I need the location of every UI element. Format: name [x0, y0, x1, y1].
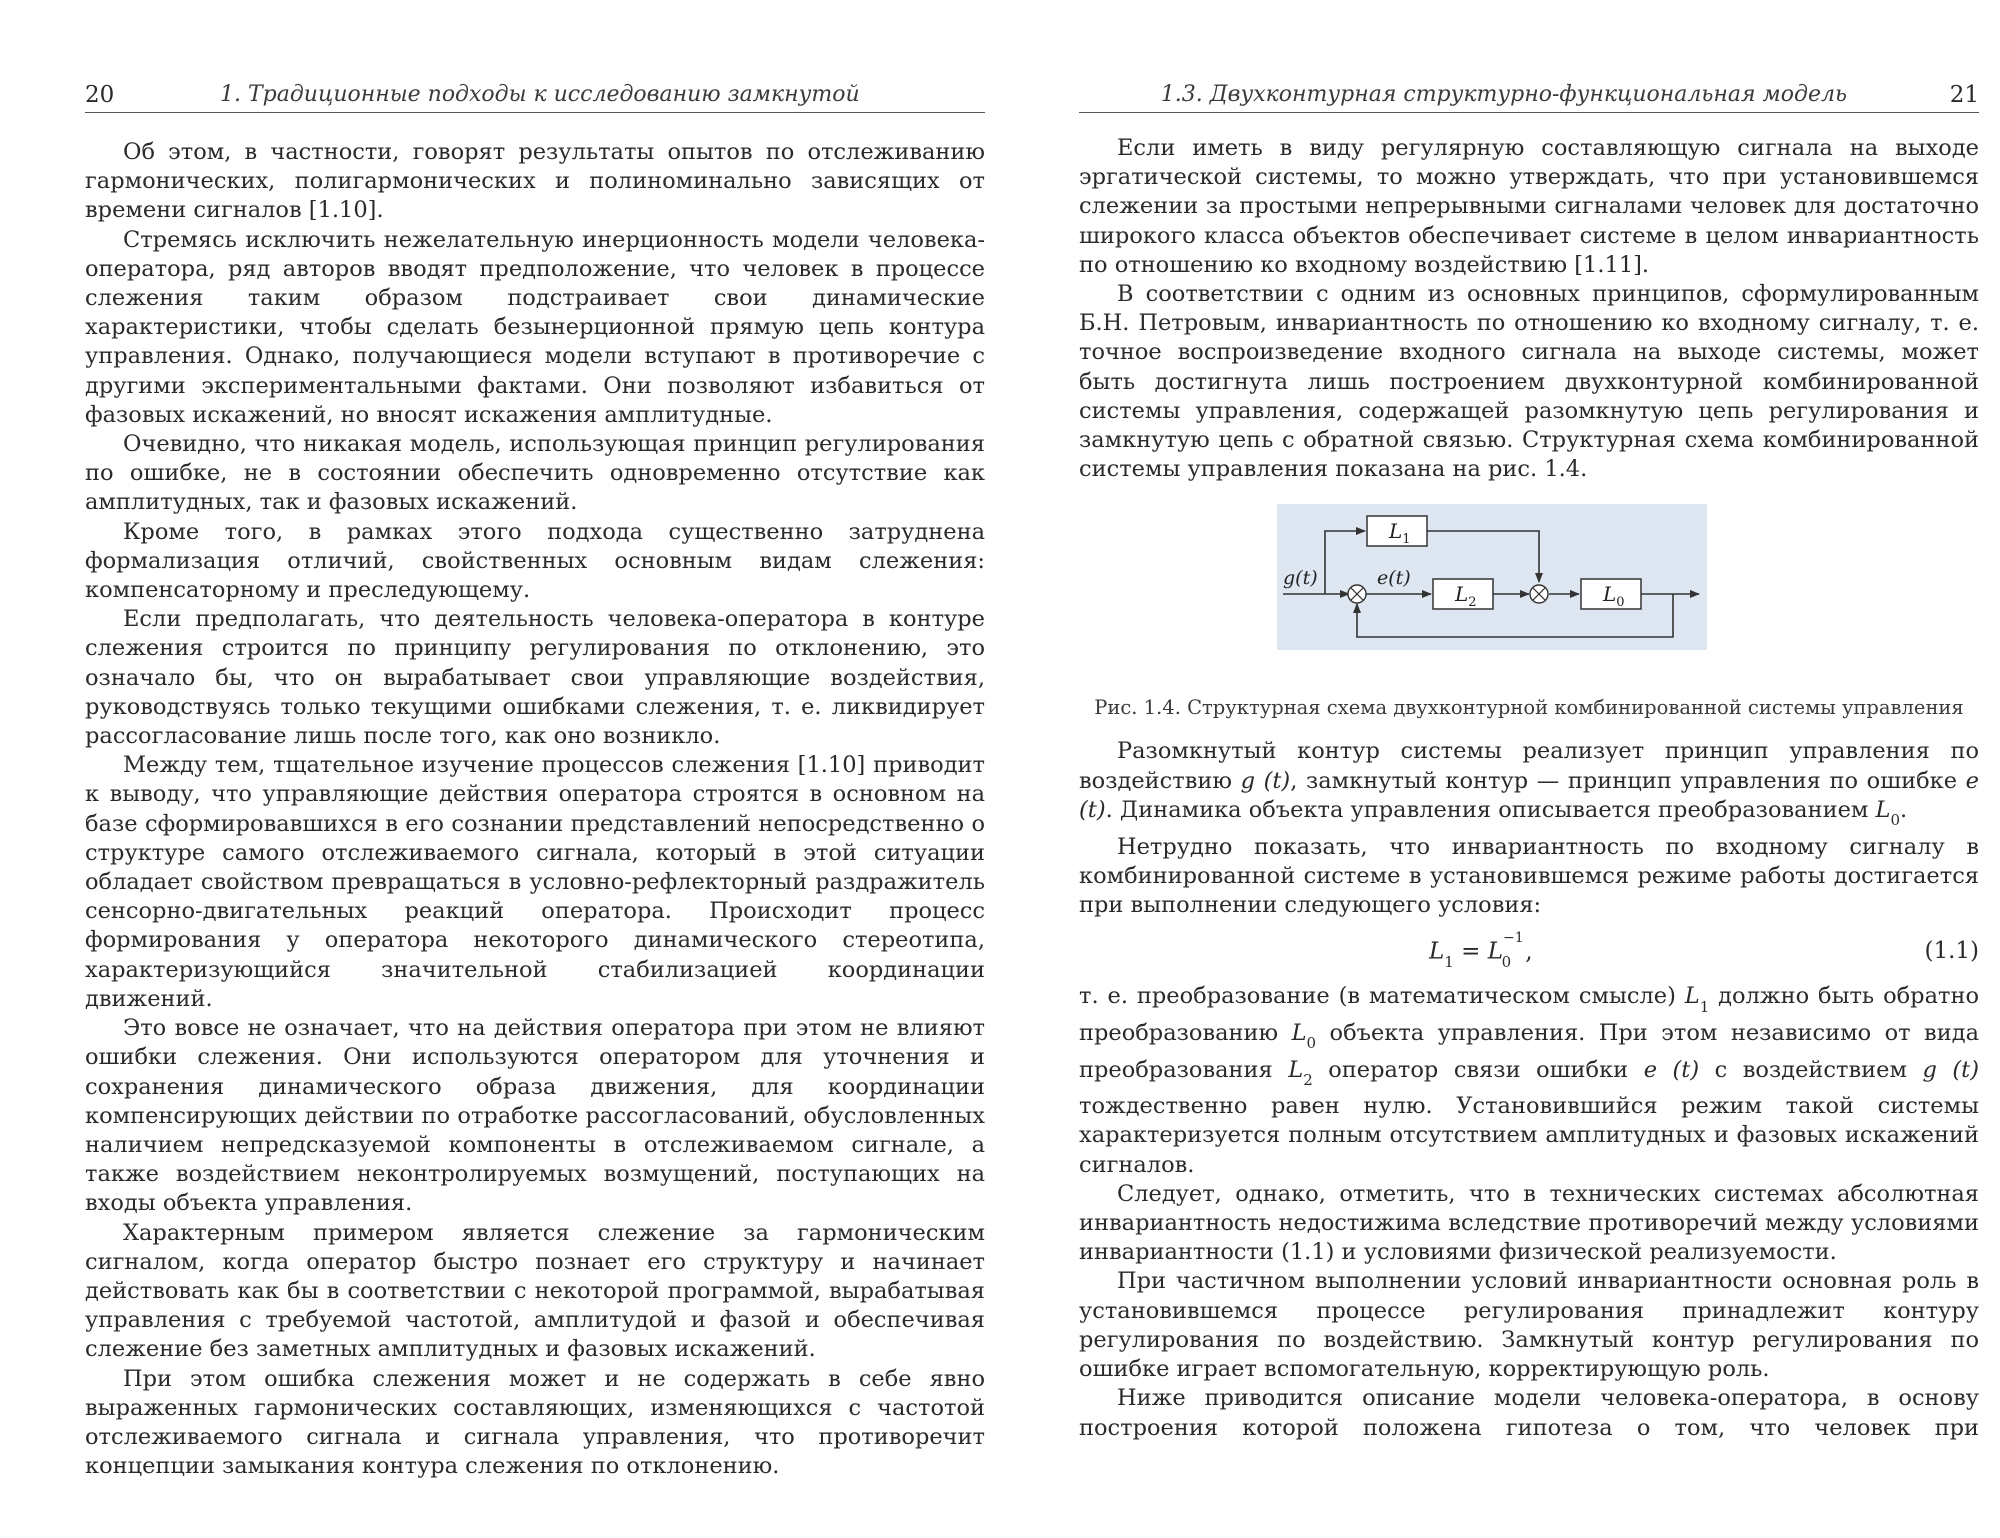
paragraph: При частичном выполнении условий инвариантности основная роль в установившемся процессе регулирования принадлежит контуру регулирования по воздействию. Замкнутый контур регулирования по ошибке играет вспомогательную, корректирующую роль.	[1079, 1268, 1979, 1383]
block-diagram	[1277, 504, 1707, 650]
running-head-right	[1079, 78, 1979, 113]
equation-number: (1.1)	[1924, 938, 1979, 965]
running-title-left: 1. Традиционные подходы к исследованию замкнутой	[220, 82, 860, 107]
paragraph: В соответствии с одним из основных принципов, сформулированным Б.Н. Петровым, инвариантность по отношению ко входному сигналу, т. е. точное воспроизведение входного сигнала на выходе системы, может быть достигнута лишь построением двухконтурной комбинированной системы управления, содержащей разомкнутую цепь регулирования и замкнутую цепь с обратной связью. Структурная схема комбинированной системы управления показана на рис. 1.4.	[1079, 281, 1979, 483]
paragraph: Это вовсе не означает, что на действия оператора при этом не влияют ошибки слежения. Они используются оператором для уточнения и сохранения динамического образа движения, для координации компенсирующих действии по отработке рассогласований, обусловленных наличием непредсказуемой компоненты в отслеживаемом сигнале, а также воздействием неконтролируемых возмущений, поступающих на входы объекта управления.	[85, 1015, 985, 1217]
block-L0-label: $L_0$	[1603, 582, 1625, 611]
paragraph: Характерным примером является слежение за гармоническим сигналом, когда оператор быстро познает его структуру и начинает действовать как бы в соответствии с некоторой программой, вырабатывая управления с требуемой частотой, амплитудой и фазой и обеспечивая слежение без заметных амплитудных и фазовых искажений.	[85, 1219, 985, 1363]
paragraph: Нетрудно показать, что инвариантность по входному сигналу в комбинированной системе в установившемся режиме работы достигается при выполнении следующего условия:	[1079, 833, 1979, 918]
error-signal-label: e(t)	[1377, 567, 1411, 590]
diagram-background	[1277, 504, 1707, 650]
paragraph: Об этом, в частности, говорят результаты опытов по отслеживанию гармонических, полигармонических и полиноминально зависящих от времени сигналов [1.10].	[85, 139, 985, 224]
input-signal-label: g(t)	[1283, 567, 1318, 590]
right-page-body	[1079, 134, 1979, 1443]
left-page-body	[85, 138, 985, 1481]
paragraph: Разомкнутый контур системы реализует принцип управления по воздействию g (t), замкнутый контур — принцип управления по ошибке e (t). Динамика объекта управления описывается преобразованием $L_0$.	[1079, 738, 1979, 830]
paragraph: Кроме того, в рамках этого подхода существенно затруднена формализация отличий, свойственных основным видам слежения: компенсаторному и преследующему.	[85, 518, 985, 604]
paragraph: Очевидно, что никакая модель, использующая принцип регулирования по ошибке, не в состоянии обеспечить одновременно отсутствие как амплитудных, так и фазовых искажений.	[85, 431, 985, 516]
paragraph: Если предполагать, что деятельность человека-оператора в контуре слежения строится по принципу регулирования по отклонению, это означало бы, что он вырабатывает свои управляющие воздействия, руководствуясь только текущими ошибками слежения, т. е. ликвидирует рассогласование лишь после того, как оно возникло.	[85, 606, 985, 750]
running-title-right: 1.3. Двухконтурная структурно-функциональная модель	[1160, 82, 1847, 107]
paragraph: Если иметь в виду регулярную составляющую сигнала на выходе эргатической системы, то можно утверждать, что при установившемся слежении за простыми непрерывными сигналами человек для достаточно широкого класса объектов обеспечивает системе в целом инвариантность по отношению ко входному воздействию [1.11].	[1079, 135, 1979, 278]
block-L1-label: $L_1$	[1389, 519, 1411, 548]
block-diagram-figure	[1079, 504, 1979, 679]
paragraph: Стремясь исключить нежелательную инерционность модели человека-оператора, ряд авторов вводят предположение, что человек в процессе слежения таким образом подстраивает свои динамические характеристики, чтобы сделать безынерционной прямую цепь контура управления. Однако, получающиеся модели вступают в противоречие с другими экспериментальными фактами. Они позволяют избавиться от фазовых искажений, но вносят искажения амплитудные.	[85, 226, 985, 428]
paragraph: Ниже приводится описание модели человека-оператора, в основу построения которой положена гипотеза о том, что человек при	[1079, 1385, 1979, 1441]
page-number-left: 20	[85, 82, 115, 108]
paragraph: т. е. преобразование (в математическом смысле) $L_1$ должно быть обратно преобразованию $L_0$ объекта управления. При этом независимо от вида преобразования $L_2$ оператор связи ошибки e (t) с воздействием g (t) тождественно равен нулю. Установившийся режим такой системы характеризуется полным отсутствием амплитудных и фазовых искажений сигналов.	[1079, 983, 1979, 1178]
equation-1-1	[1079, 932, 1979, 978]
paragraph: При этом ошибка слежения может и не содержать в себе явно выраженных гармонических составляющих, изменяющихся с частотой отслеживаемого сигнала и сигнала управления, что противоречит концепции замыкания контура слежения по отклонению.	[85, 1365, 985, 1480]
paragraph: Следует, однако, отметить, что в технических системах абсолютная инвариантность недостижима вследствие противоречий между условиями инвариантности (1.1) и условиями физической реализуемости.	[1079, 1180, 1979, 1266]
equation-body: $L_1 = L^{-1}_0$ ,	[1429, 930, 1533, 972]
paragraph: Между тем, тщательное изучение процессов слежения [1.10] приводит к выводу, что управляющие действия оператора строятся в основном на базе сформировавшихся в его сознании представлений непосредственно о структуре самого отслеживаемого сигнала, который в этой ситуации обладает свойством превращаться в условно-рефлекторный раздражитель сенсорно-двигательных реакций оператора. Происходит процесс формирования у оператора некоторого динамического стереотипа, характеризующийся значительной стабилизацией координации движений.	[85, 752, 985, 1012]
page-number-right: 21	[1949, 82, 1979, 108]
block-L2-label: $L_2$	[1455, 582, 1477, 611]
running-head-left	[85, 78, 985, 113]
figure-caption: Рис. 1.4. Структурная схема двухконтурной комбинированной системы управления	[1094, 696, 1964, 720]
